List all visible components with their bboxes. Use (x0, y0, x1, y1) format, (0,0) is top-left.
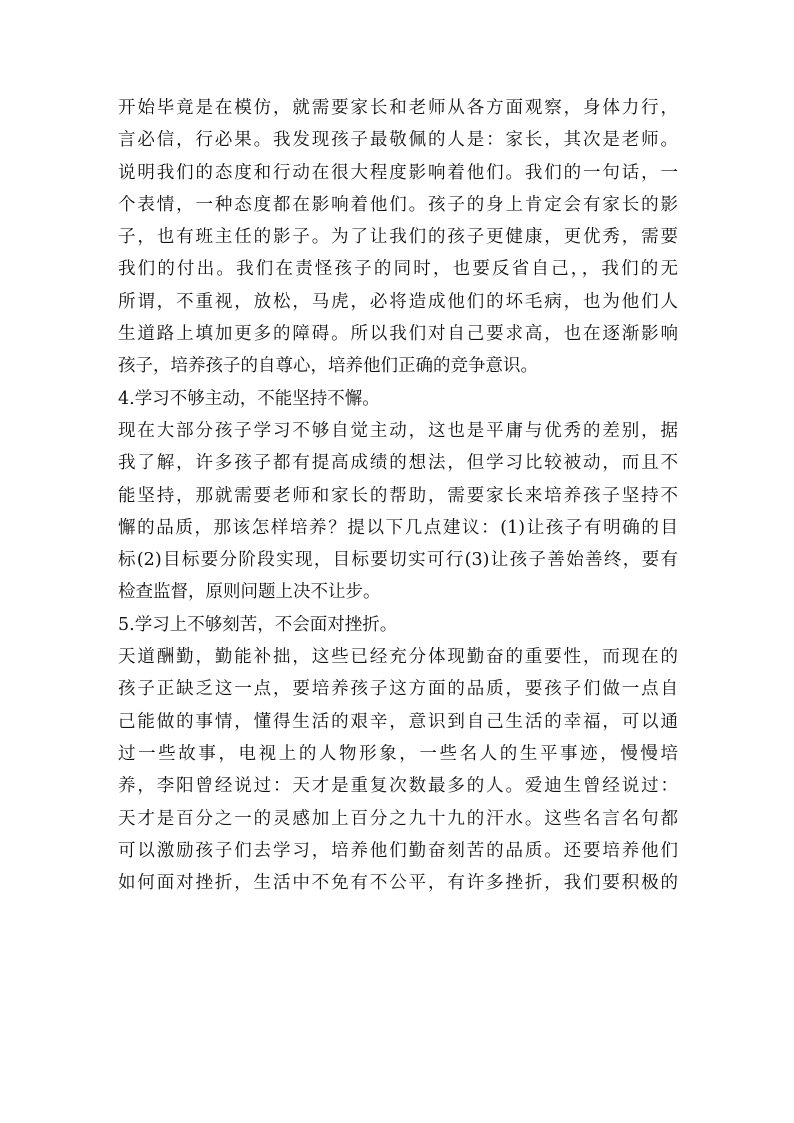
text-line: 如何面对挫折，生活中不免有不公平，有许多挫折，我们要积极的 (118, 873, 678, 894)
text-line: 过一些故事，电视上的人物形象，一些名人的生平事迹，慢慢培 (118, 743, 678, 764)
text-line: 标(2)目标要分阶段实现，目标要切实可行(3)让孩子善始善终，要有 (118, 550, 678, 571)
text-line: 检查监督，原则问题上决不让步。 (118, 582, 381, 603)
text-line: 己能做的事情，懂得生活的艰辛，意识到自己生活的幸福，可以通 (118, 711, 678, 732)
text-line: 天才是百分之一的灵感加上百分之九十九的汗水。这些名言名句都 (118, 808, 678, 829)
text-line: 生道路上填加更多的障碍。所以我们对自己要求高，也在逐渐影响 (118, 324, 678, 345)
text-line: 言必信，行必果。我发现孩子最敬佩的人是：家长，其次是老师。 (118, 130, 678, 151)
document-page (118, 92, 678, 899)
text-line: 养，李阳曾经说过：天才是重复次数最多的人。爱迪生曾经说过： (118, 776, 678, 797)
text-line: 能坚持，那就需要老师和家长的帮助，需要家长来培养孩子坚持不 (118, 485, 678, 506)
text-line: 个表情，一种态度都在影响着他们。孩子的身上肯定会有家长的影 (118, 194, 678, 215)
text-line: 开始毕竟是在模仿，就需要家长和老师从各方面观察，身体力行， (118, 98, 678, 118)
section-heading: 4.学习不够主动，不能坚持不懈。 (118, 388, 380, 409)
text-line: 懈的品质，那该怎样培养？提以下几点建议：(1)让孩子有明确的目 (118, 517, 678, 538)
text-line: 可以激励孩子们去学习，培养他们勤奋刻苦的品质。还要培养他们 (118, 840, 678, 861)
text-line: 我了解，许多孩子都有提高成绩的想法，但学习比较被动，而且不 (118, 453, 678, 474)
text-line: 我们的付出。我们在责怪孩子的同时，也要反省自己，，我们的无 (118, 259, 678, 280)
text-line: 所谓，不重视，放松，马虎，必将造成他们的坏毛病，也为他们人 (118, 291, 678, 312)
text-line: 说明我们的态度和行动在很大程度影响着他们。我们的一句话，一 (118, 162, 678, 183)
text-line: 孩子，培养孩子的自尊心，培养他们正确的竞争意识。 (118, 356, 538, 377)
section-heading: 5.学习上不够刻苦，不会面对挫折。 (118, 614, 398, 635)
text-line: 子，也有班主任的影子。为了让我们的孩子更健康，更优秀，需要 (118, 227, 678, 248)
text-line: 天道酬勤，勤能补拙，这些已经充分体现勤奋的重要性，而现在的 (118, 647, 678, 668)
text-line: 孩子正缺乏这一点，要培养孩子这方面的品质，要孩子们做一点自 (118, 679, 678, 700)
text-line: 现在大部分孩子学习不够自觉主动，这也是平庸与优秀的差别，据 (118, 420, 678, 441)
